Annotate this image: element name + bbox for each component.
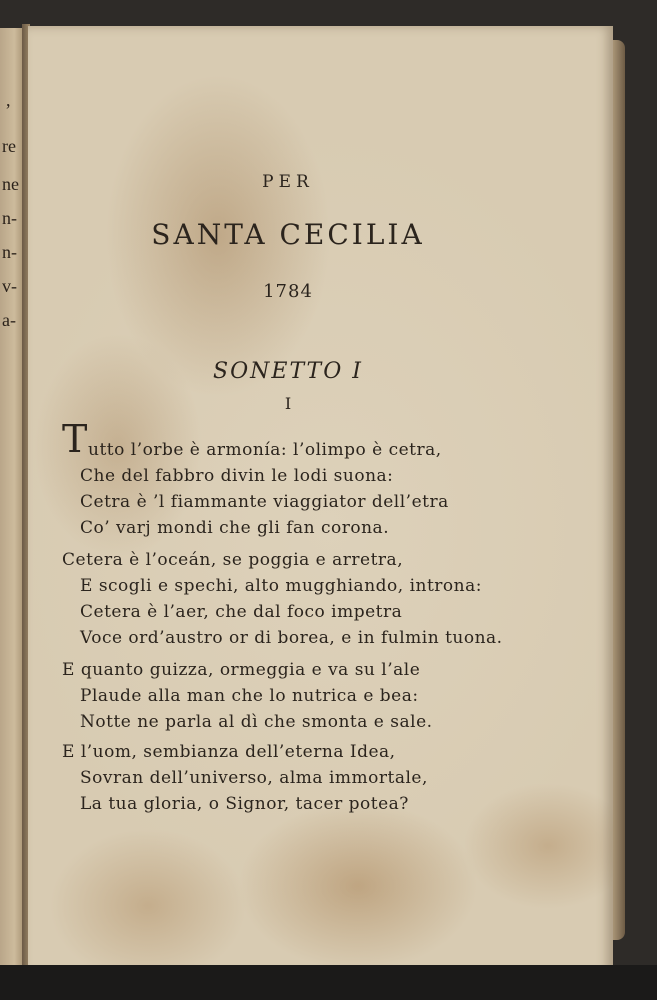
background-bottom — [0, 965, 657, 1000]
sonnet-numeral: I — [284, 394, 292, 413]
poem-line: Notte ne parla al dì che smonta e sale. — [80, 712, 433, 732]
left-page-fragment: v- — [2, 276, 17, 296]
left-facing-page — [0, 28, 24, 968]
poem-line: La tua gloria, o Signor, tacer potea? — [80, 794, 409, 814]
poem-line: E quanto guizza, ormeggia e va su l’ale — [62, 660, 421, 680]
drop-cap: T — [62, 417, 88, 461]
poem-line-1: utto l’orbe è armonía: l’olimpo è cetra, — [88, 440, 442, 460]
poem-line: Cetera è l’oceán, se poggia e arretra, — [62, 550, 404, 570]
left-page-fragment: , — [6, 90, 11, 110]
left-page-fragment: n- — [2, 208, 17, 228]
page-title: SANTA CECILIA — [151, 218, 425, 251]
left-page-fragment: n- — [2, 242, 17, 262]
poem-line: Voce ord’austro or di borea, e in fulmin tuona. — [80, 628, 503, 648]
poem-line: E l’uom, sembianza dell’eterna Idea, — [62, 742, 396, 762]
sonnet-title: SONETTO I — [213, 359, 363, 384]
poem-line: Cetra è ’l fiammante viaggiator dell’etra — [80, 492, 449, 512]
book-page — [28, 26, 613, 974]
poem-line: Che del fabbro divin le lodi suona: — [80, 466, 394, 486]
poem-line: Co’ varj mondi che gli fan corona. — [80, 518, 390, 538]
poem-line: E scogli e spechi, alto mugghiando, introna: — [80, 576, 482, 596]
heading-year: 1784 — [263, 281, 313, 302]
left-page-fragment: a- — [2, 310, 16, 330]
left-page-fragment: re — [2, 136, 16, 156]
heading-per: PER — [262, 172, 314, 192]
poem-line: Cetera è l’aer, che dal foco impetra — [80, 602, 403, 622]
poem-line: Plaude alla man che lo nutrica e bea: — [80, 686, 419, 706]
poem-line: Sovran dell’universo, alma immortale, — [80, 768, 428, 788]
left-page-fragment: ne — [2, 174, 19, 194]
